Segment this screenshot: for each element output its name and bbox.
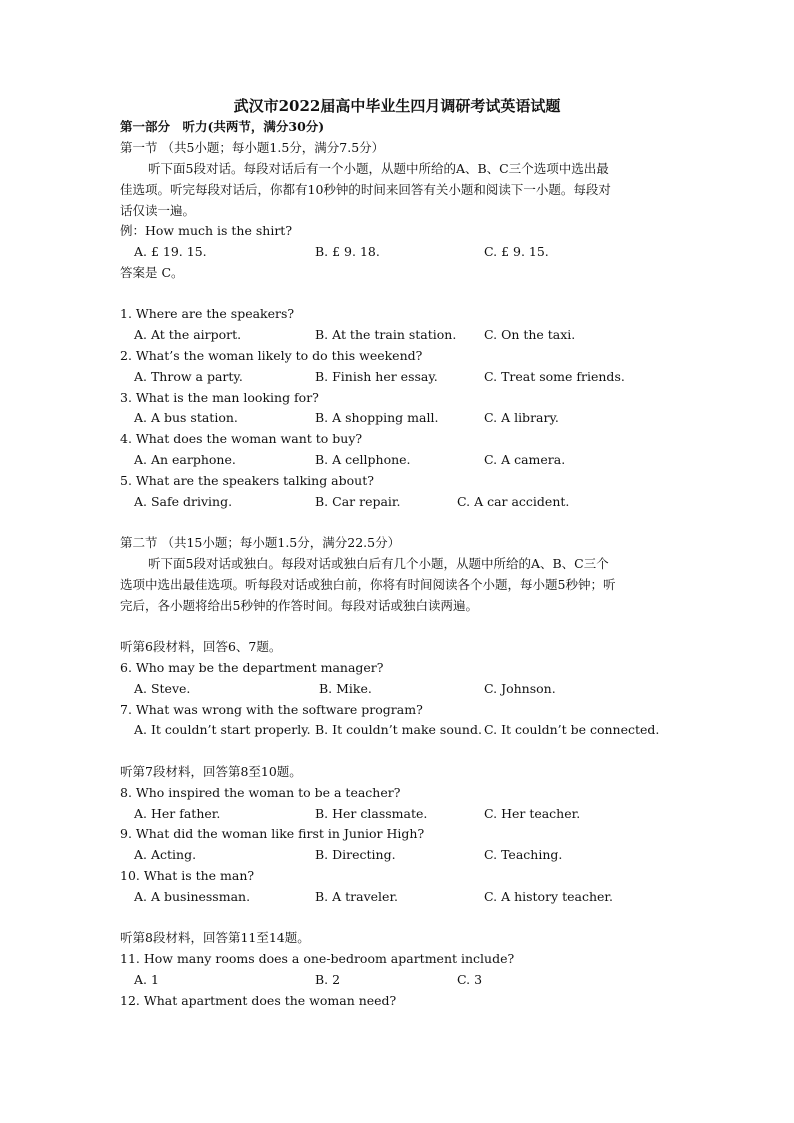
section2-instr-line: 完后，各小题将给出5秒钟的作答时间。每段对话或独白读两遍。: [120, 598, 478, 613]
question-11: 11. How many rooms does a one-bedroom apartment include?: [120, 951, 515, 966]
q5-option-a: A. Safe driving.: [134, 494, 233, 509]
q10-option-b: B. A traveler.: [315, 889, 399, 904]
section1-instr-line: 佳选项。听完每段对话后，你都有10秒钟的时间来回答有关小题和阅读下一小题。每段对: [120, 182, 611, 197]
question-2: 2. What’s the woman likely to do this weekend?: [120, 348, 423, 363]
question-12: 12. What apartment does the woman need?: [120, 993, 397, 1008]
q4-option-c: C. A camera.: [484, 452, 566, 467]
q9-option-a: A. Acting.: [134, 847, 197, 862]
q2-option-c: C. Treat some friends.: [484, 369, 625, 384]
q2-option-b: B. Finish her essay.: [315, 369, 438, 384]
q8-option-a: A. Her father.: [134, 806, 221, 821]
q11-option-b: B. 2: [315, 972, 341, 987]
q10-option-a: A. A businessman.: [134, 889, 251, 904]
q4-option-b: B. A cellphone.: [315, 452, 411, 467]
example-option-a: A. £ 19. 15.: [134, 244, 207, 259]
example-answer: 答案是 C。: [120, 265, 184, 280]
q7-option-a: A. It couldn’t start properly.: [134, 722, 311, 737]
q11-option-a: A. 1: [134, 972, 159, 987]
group8-heading: 听第8段材料，回答第11至14题。: [120, 930, 310, 945]
q7-option-c: C. It couldn’t be connected.: [484, 722, 660, 737]
q1-option-b: B. At the train station.: [315, 327, 457, 342]
q2-option-a: A. Throw a party.: [134, 369, 243, 384]
example-question: 例：How much is the shirt?: [120, 223, 293, 238]
section1-instr-line: 话仅读一遍。: [120, 203, 196, 218]
q9-option-c: C. Teaching.: [484, 847, 563, 862]
q1-option-c: C. On the taxi.: [484, 327, 576, 342]
q10-option-c: C. A history teacher.: [484, 889, 613, 904]
example-option-c: C. £ 9. 15.: [484, 244, 549, 259]
q8-option-b: B. Her classmate.: [315, 806, 428, 821]
section2-instr-line: 听下面5段对话或独白。每段对话或独白后有几个小题，从题中所给的A、B、C三个: [148, 556, 609, 571]
question-3: 3. What is the man looking for?: [120, 390, 319, 405]
q3-option-a: A. A bus station.: [134, 410, 238, 425]
q4-option-a: A. An earphone.: [134, 452, 236, 467]
section1-instr-line: 听下面5段对话。每段对话后有一个小题，从题中所给的A、B、C三个选项中选出最: [148, 161, 609, 176]
group6-heading: 听第6段材料，回答6、7题。: [120, 639, 282, 654]
q11-option-c: C. 3: [457, 972, 483, 987]
question-4: 4. What does the woman want to buy?: [120, 431, 363, 446]
q5-option-c: C. A car accident.: [457, 494, 570, 509]
q6-option-c: C. Johnson.: [484, 681, 556, 696]
q6-option-a: A. Steve.: [134, 681, 191, 696]
q8-option-c: C. Her teacher.: [484, 806, 581, 821]
q1-option-a: A. At the airport.: [134, 327, 242, 342]
question-5: 5. What are the speakers talking about?: [120, 473, 374, 488]
section1-heading: 第一节 （共5小题；每小题1.5分，满分7.5分）: [120, 140, 385, 155]
example-option-b: B. £ 9. 18.: [315, 244, 380, 259]
question-1: 1. Where are the speakers?: [120, 306, 295, 321]
question-10: 10. What is the man?: [120, 868, 255, 883]
q6-option-b: B. Mike.: [319, 681, 372, 696]
question-6: 6. Who may be the department manager?: [120, 660, 384, 675]
group7-heading: 听第7段材料，回答第8至10题。: [120, 764, 302, 779]
q3-option-c: C. A library.: [484, 410, 559, 425]
section2-instr-line: 选项中选出最佳选项。听每段对话或独白前，你将有时间阅读各个小题，每小题5秒钟；听: [120, 577, 616, 592]
exam-title: 武汉市2022届高中毕业生四月调研考试英语试题: [233, 97, 561, 115]
q7-option-b: B. It couldn’t make sound.: [315, 722, 482, 737]
q9-option-b: B. Directing.: [315, 847, 396, 862]
q5-option-b: B. Car repair.: [315, 494, 401, 509]
section2-heading: 第二节 （共15小题；每小题1.5分，满分22.5分）: [120, 535, 401, 550]
part1-heading: 第一部分 听力(共两节，满分30分): [120, 119, 325, 134]
question-7: 7. What was wrong with the software program?: [120, 702, 423, 717]
question-8: 8. Who inspired the woman to be a teacher?: [120, 785, 401, 800]
question-9: 9. What did the woman like first in Junior High?: [120, 826, 425, 841]
q3-option-b: B. A shopping mall.: [315, 410, 439, 425]
